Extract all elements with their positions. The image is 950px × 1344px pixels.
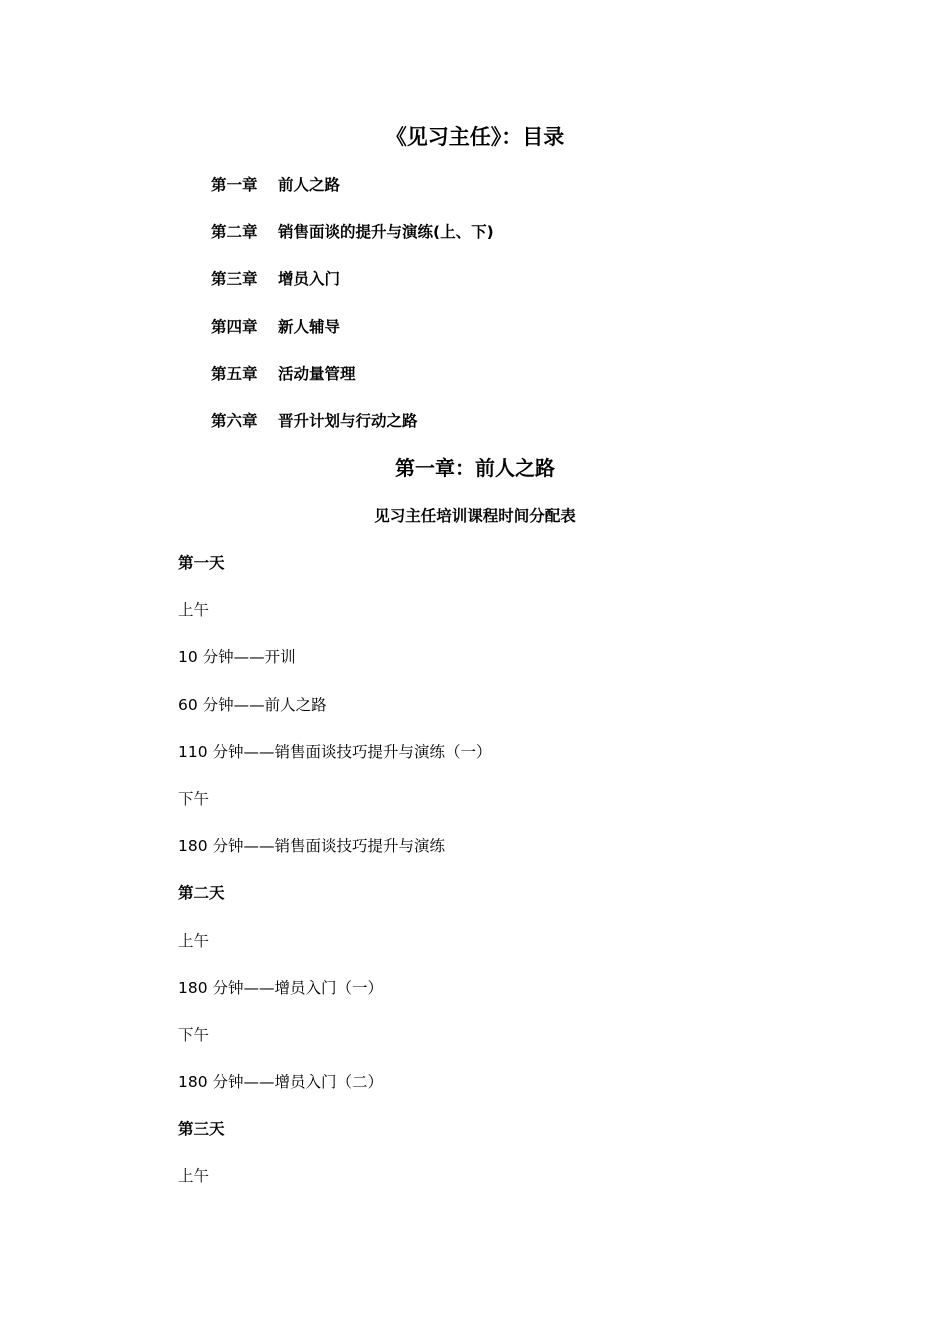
period-label: 上午	[178, 1167, 210, 1186]
schedule-entry: 10 分钟——开训	[178, 648, 296, 667]
toc-item	[211, 406, 811, 453]
schedule-entry: 180 分钟——增员入门（二）	[178, 1073, 384, 1092]
toc-chapter-title: 晋升计划与行动之路	[278, 411, 418, 430]
document-title: 《见习主任》：目录	[385, 125, 565, 149]
toc-item	[211, 312, 811, 359]
period-label: 上午	[178, 931, 210, 950]
chapter-heading: 第一章：前人之路	[395, 456, 555, 480]
schedule-entry: 180 分钟——销售面谈技巧提升与演练	[178, 837, 446, 856]
toc-item	[211, 264, 811, 311]
period-label: 下午	[178, 1025, 210, 1044]
day-heading: 第三天	[178, 1120, 225, 1139]
schedule-list	[178, 548, 878, 1209]
toc-chapter-number: 第三章	[211, 270, 258, 289]
period-label: 下午	[178, 789, 210, 808]
toc-chapter-number: 第六章	[211, 411, 258, 430]
day-heading: 第二天	[178, 884, 225, 903]
toc-item	[211, 170, 811, 217]
toc-chapter-title: 前人之路	[278, 176, 341, 194]
schedule-entry: 180 分钟——增员入门（一）	[178, 978, 384, 997]
toc-item	[211, 217, 811, 264]
toc-chapter-number: 第一章	[211, 176, 258, 194]
schedule-entry: 110 分钟——销售面谈技巧提升与演练（一）	[178, 742, 492, 761]
toc-chapter-title: 增员入门	[278, 270, 341, 289]
toc-chapter-title: 活动量管理	[278, 364, 356, 383]
day-heading: 第一天	[178, 554, 225, 572]
toc-chapter-number: 第二章	[211, 223, 258, 242]
schedule-entry: 60 分钟——前人之路	[178, 695, 327, 714]
table-of-contents	[211, 170, 811, 453]
period-label: 上午	[178, 601, 210, 620]
toc-item	[211, 359, 811, 406]
schedule-title: 见习主任培训课程时间分配表	[374, 507, 576, 525]
toc-chapter-title: 销售面谈的提升与演练(上、下)	[278, 223, 494, 242]
toc-chapter-number: 第四章	[211, 317, 258, 336]
toc-chapter-title: 新人辅导	[278, 317, 341, 336]
toc-chapter-number: 第五章	[211, 364, 258, 383]
